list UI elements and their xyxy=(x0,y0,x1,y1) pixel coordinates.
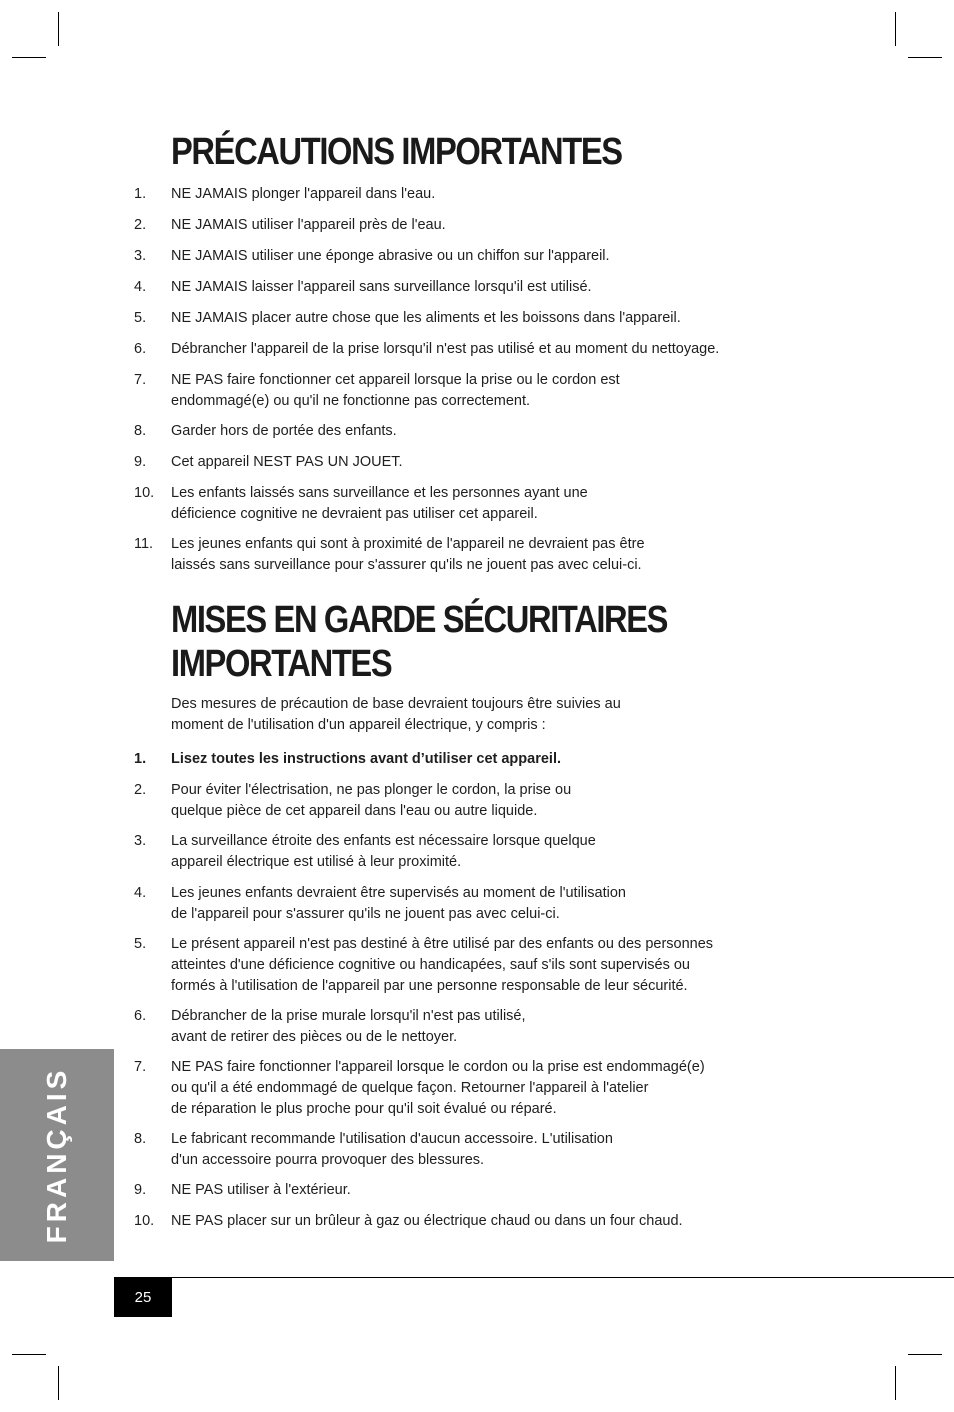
item-number: 9. xyxy=(134,454,147,470)
item-text: d'un accessoire pourra provoquer des blessures. xyxy=(171,1152,485,1168)
item-text: formés à l'utilisation de l'appareil par une personne responsable de leur sécurité. xyxy=(171,978,688,994)
item-text: de l'appareil pour s'assurer qu'ils ne jouent pas avec celui-ci. xyxy=(171,906,560,922)
item-number: 6. xyxy=(134,341,147,357)
item-number: 10. xyxy=(134,485,155,501)
item-number: 11. xyxy=(134,536,154,552)
item-text: Les enfants laissés sans surveillance et les personnes ayant une xyxy=(171,485,588,501)
crop-mark xyxy=(908,1354,942,1355)
item-text: Lisez toutes les instructions avant d’utiliser cet appareil. xyxy=(171,751,561,767)
item-number: 1. xyxy=(134,186,147,202)
language-label: FRANÇAIS xyxy=(41,1066,72,1244)
item-text: Cet appareil NEST PAS UN JOUET. xyxy=(171,454,403,470)
title-line: MISES EN GARDE SÉCURITAIRES xyxy=(171,599,668,641)
item-text: Garder hors de portée des enfants. xyxy=(171,423,397,439)
intro-line: Des mesures de précaution de base devraient toujours être suivies au xyxy=(171,696,621,712)
item-text: NE PAS placer sur un brûleur à gaz ou électrique chaud ou dans un four chaud. xyxy=(171,1213,683,1229)
item-text: déficience cognitive ne devraient pas utiliser cet appareil. xyxy=(171,506,538,522)
item-text: avant de retirer des pièces ou de le nettoyer. xyxy=(171,1029,458,1045)
item-text: Le présent appareil n'est pas destiné à être utilisé par des enfants ou des personnes xyxy=(171,936,714,952)
item-text: NE JAMAIS utiliser une éponge abrasive ou un chiffon sur l'appareil. xyxy=(171,248,610,264)
item-number: 7. xyxy=(134,1059,147,1075)
item-number: 8. xyxy=(134,1131,147,1147)
item-number: 5. xyxy=(134,936,147,952)
item-number: 10. xyxy=(134,1213,155,1229)
item-text: Les jeunes enfants devraient être supervisés au moment de l'utilisation xyxy=(171,885,626,901)
item-text: Débrancher de la prise murale lorsqu'il n'est pas utilisé, xyxy=(171,1008,526,1024)
item-text: NE PAS utiliser à l'extérieur. xyxy=(171,1182,351,1198)
item-text: atteintes d'une déficience cognitive ou handicapées, sauf s'ils sont supervisés ou xyxy=(171,957,690,973)
crop-mark xyxy=(58,12,59,46)
item-text: ou qu'il a été endommagé de quelque façon. Retourner l'appareil à l'atelier xyxy=(171,1080,649,1096)
item-number: 8. xyxy=(134,423,147,439)
item-text: NE PAS faire fonctionner l'appareil lorsque le cordon ou la prise est endommagé(e) xyxy=(171,1059,705,1075)
item-text: Débrancher l'appareil de la prise lorsqu'il n'est pas utilisé et au moment du nettoyage. xyxy=(171,341,720,357)
item-text: quelque pièce de cet appareil dans l'eau ou autre liquide. xyxy=(171,803,538,819)
item-text: NE JAMAIS placer autre chose que les aliments et les boissons dans l'appareil. xyxy=(171,310,681,326)
item-number: 5. xyxy=(134,310,147,326)
crop-mark xyxy=(908,57,942,58)
crop-mark xyxy=(895,12,896,46)
crop-mark xyxy=(895,1366,896,1400)
language-side-tab xyxy=(0,1049,114,1261)
item-text: de réparation le plus proche pour qu'il soit évalué ou réparé. xyxy=(171,1101,557,1117)
item-text: NE JAMAIS plonger l'appareil dans l'eau. xyxy=(171,186,436,202)
item-number: 3. xyxy=(134,248,147,264)
item-number: 3. xyxy=(134,833,147,849)
item-number: 7. xyxy=(134,372,147,388)
item-text: laissés sans surveillance pour s'assurer qu'ils ne jouent pas avec celui-ci. xyxy=(171,557,642,573)
crop-mark xyxy=(12,57,46,58)
section-title-safety-warnings xyxy=(171,598,667,686)
section-title-precautions: PRÉCAUTIONS IMPORTANTES xyxy=(171,131,622,173)
page-number-box xyxy=(114,1278,172,1317)
intro-line: moment de l'utilisation d'un appareil électrique, y compris : xyxy=(171,717,546,733)
intro-paragraph xyxy=(171,694,621,736)
crop-mark xyxy=(58,1366,59,1400)
crop-mark xyxy=(12,1354,46,1355)
item-text: NE PAS faire fonctionner cet appareil lorsque la prise ou le cordon est xyxy=(171,372,620,388)
item-number: 9. xyxy=(134,1182,147,1198)
title-line: IMPORTANTES xyxy=(171,643,392,685)
item-text: Le fabricant recommande l'utilisation d'aucun accessoire. L'utilisation xyxy=(171,1131,613,1147)
footer-rule xyxy=(114,1277,954,1278)
item-text: NE JAMAIS utiliser l'appareil près de l'eau. xyxy=(171,217,446,233)
item-text: Pour éviter l'électrisation, ne pas plonger le cordon, la prise ou xyxy=(171,782,572,798)
item-number: 4. xyxy=(134,885,147,901)
item-text: La surveillance étroite des enfants est nécessaire lorsque quelque xyxy=(171,833,596,849)
item-number: 6. xyxy=(134,1008,147,1024)
item-number: 2. xyxy=(134,782,147,798)
item-text: Les jeunes enfants qui sont à proximité de l'appareil ne devraient pas être xyxy=(171,536,645,552)
item-text: endommagé(e) ou qu'il ne fonctionne pas correctement. xyxy=(171,393,531,409)
item-number: 1. xyxy=(134,751,147,767)
item-text: NE JAMAIS laisser l'appareil sans surveillance lorsqu'il est utilisé. xyxy=(171,279,592,295)
page-number: 25 xyxy=(134,1289,152,1306)
item-number: 4. xyxy=(134,279,147,295)
item-number: 2. xyxy=(134,217,147,233)
item-text: appareil électrique est utilisé à leur proximité. xyxy=(171,854,462,870)
